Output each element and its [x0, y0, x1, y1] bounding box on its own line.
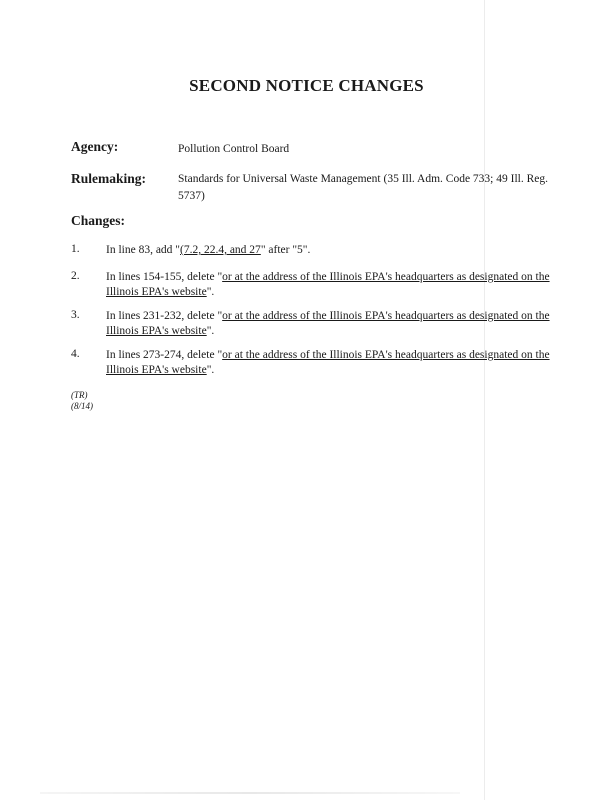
change-item: [106, 270, 556, 300]
author-initials: (TR): [71, 390, 88, 400]
change-number: 2.: [71, 270, 80, 282]
agency-value: Pollution Control Board: [178, 143, 290, 155]
agency-label: Agency:: [71, 139, 119, 154]
change-underlined-text: or at the address of the Illinois EPA's headquarters as designated on the Illinois EPA's website: [106, 349, 550, 376]
change-number: 3.: [71, 309, 80, 321]
change-text-end: ".: [206, 325, 215, 337]
change-underlined-text: or at the address of the Illinois EPA's headquarters as designated on the Illinois EPA's website: [106, 310, 550, 337]
rulemaking-value: Standards for Universal Waste Management (35 Ill. Adm. Code 733; 49 Ill. Reg. 5737): [178, 173, 548, 202]
change-text: In lines 231-232, delete ": [106, 310, 223, 322]
change-text: In lines 154-155, delete ": [106, 271, 223, 283]
change-text-end: " after "5".: [260, 244, 311, 256]
change-text-end: ".: [206, 286, 215, 298]
change-item: [106, 309, 556, 339]
change-text-end: ".: [206, 364, 215, 376]
change-text: In line 83, add ": [106, 244, 180, 256]
rulemaking-label: Rulemaking:: [71, 171, 147, 186]
change-number: 1.: [71, 243, 80, 255]
change-text: In lines 273-274, delete ": [106, 349, 223, 361]
footer-date: (8/14): [71, 401, 93, 411]
change-number: 4.: [71, 348, 80, 360]
page-title: SECOND NOTICE CHANGES: [189, 76, 424, 95]
change-underlined-text: (7.2, 22.4, and 27: [180, 244, 261, 256]
changes-label: Changes:: [71, 213, 126, 228]
change-underlined-text: or at the address of the Illinois EPA's headquarters as designated on the Illinois EPA's website: [106, 271, 550, 298]
scan-artifact-line: [484, 0, 485, 800]
change-item: [106, 348, 556, 378]
scan-artifact-smudge: [40, 792, 460, 794]
change-item: [106, 243, 556, 258]
